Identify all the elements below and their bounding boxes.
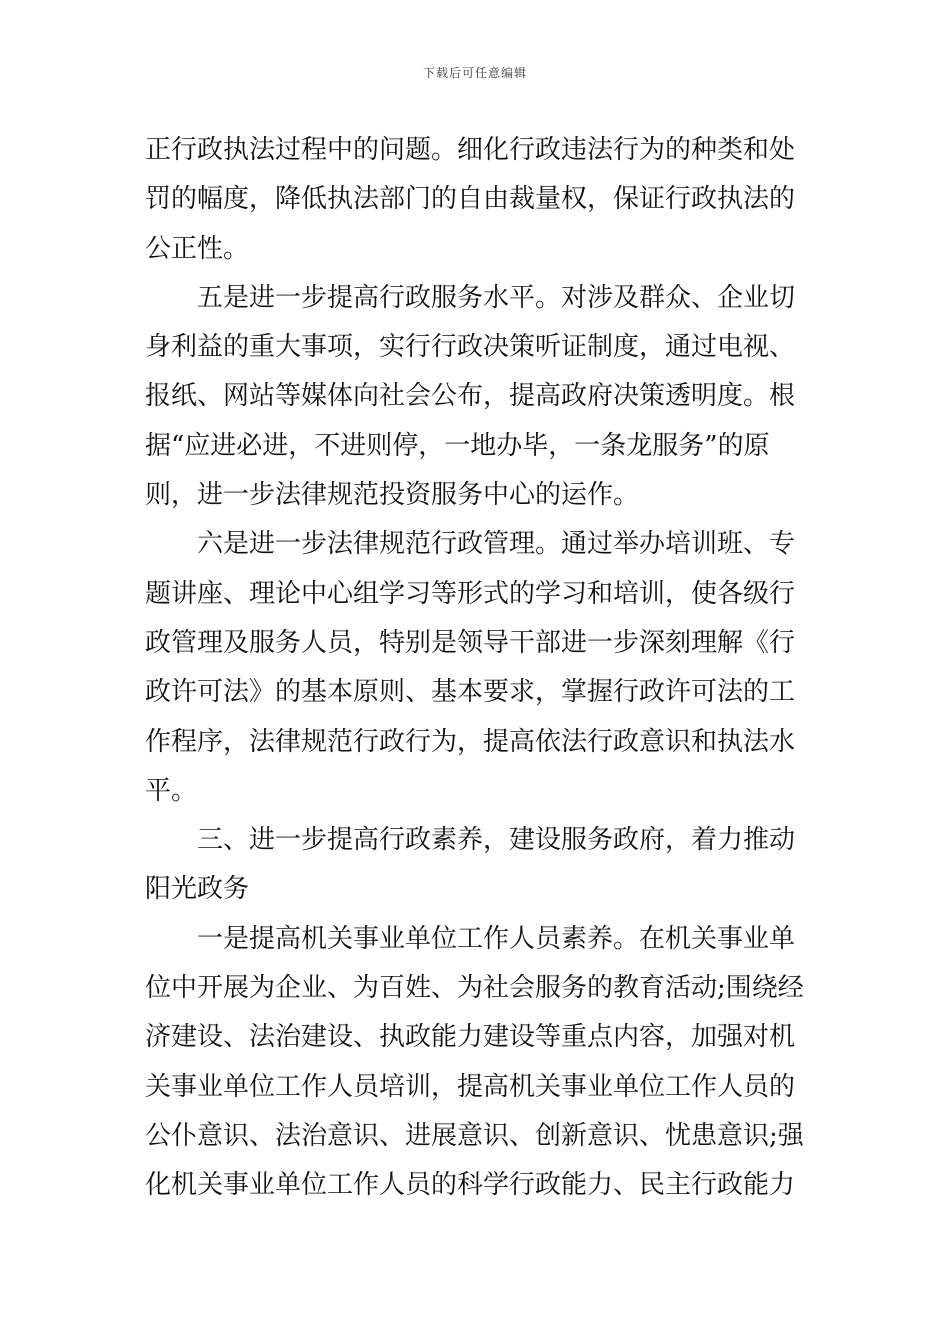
text-line: 公仆意识、法治意识、进展意识、创新意识、忧患意识;强	[145, 1120, 804, 1151]
text-line: 公正性。	[145, 233, 250, 264]
text-line: 据“应进必进，不进则停，一地办毕，一条龙服务”的原	[145, 430, 770, 461]
text-line: 作程序，法律规范行政行为，提高依法行政意识和执法水	[145, 726, 796, 757]
text-line: 题讲座、理论中心组学习等形式的学习和培训，使各级行	[145, 578, 796, 609]
text-line: 报纸、网站等媒体向社会公布，提高政府决策透明度。根	[145, 381, 796, 412]
text-line: 平。	[145, 775, 198, 806]
text-line: 关事业单位工作人员培训，提高机关事业单位工作人员的	[145, 1071, 796, 1102]
body-text	[145, 126, 810, 1211]
section-heading-line: 三、进一步提高行政素养，建设服务政府，着力推动	[197, 825, 796, 856]
section-heading-line: 阳光政务	[145, 874, 250, 905]
text-line: 罚的幅度，降低执法部门的自由裁量权，保证行政执法的	[145, 184, 796, 215]
text-line: 济建设、法治建设、执政能力建设等重点内容，加强对机	[145, 1022, 796, 1053]
text-line: 政管理及服务人员，特别是领导干部进一步深刻理解《行	[145, 627, 796, 658]
text-line: 政许可法》的基本原则、基本要求，掌握行政许可法的工	[145, 677, 796, 708]
text-line: 化机关事业单位工作人员的科学行政能力、民主行政能力	[145, 1170, 796, 1201]
text-line: 身利益的重大事项，实行行政决策听证制度，通过电视、	[145, 332, 796, 363]
text-line: 则，进一步法律规范投资服务中心的运作。	[145, 480, 640, 511]
paragraph-start-line: 一是提高机关事业单位工作人员素养。在机关事业单	[197, 923, 796, 954]
paragraph-start-line: 六是进一步法律规范行政管理。通过举办培训班、专	[197, 529, 796, 560]
paragraph-start-line: 五是进一步提高行政服务水平。对涉及群众、企业切	[197, 282, 796, 313]
page-header: 下载后可任意编辑	[422, 66, 527, 80]
text-line: 正行政执法过程中的问题。细化行政违法行为的种类和处	[145, 135, 796, 165]
text-line: 位中开展为企业、为百姓、为社会服务的教育活动;围绕经	[145, 973, 804, 1004]
